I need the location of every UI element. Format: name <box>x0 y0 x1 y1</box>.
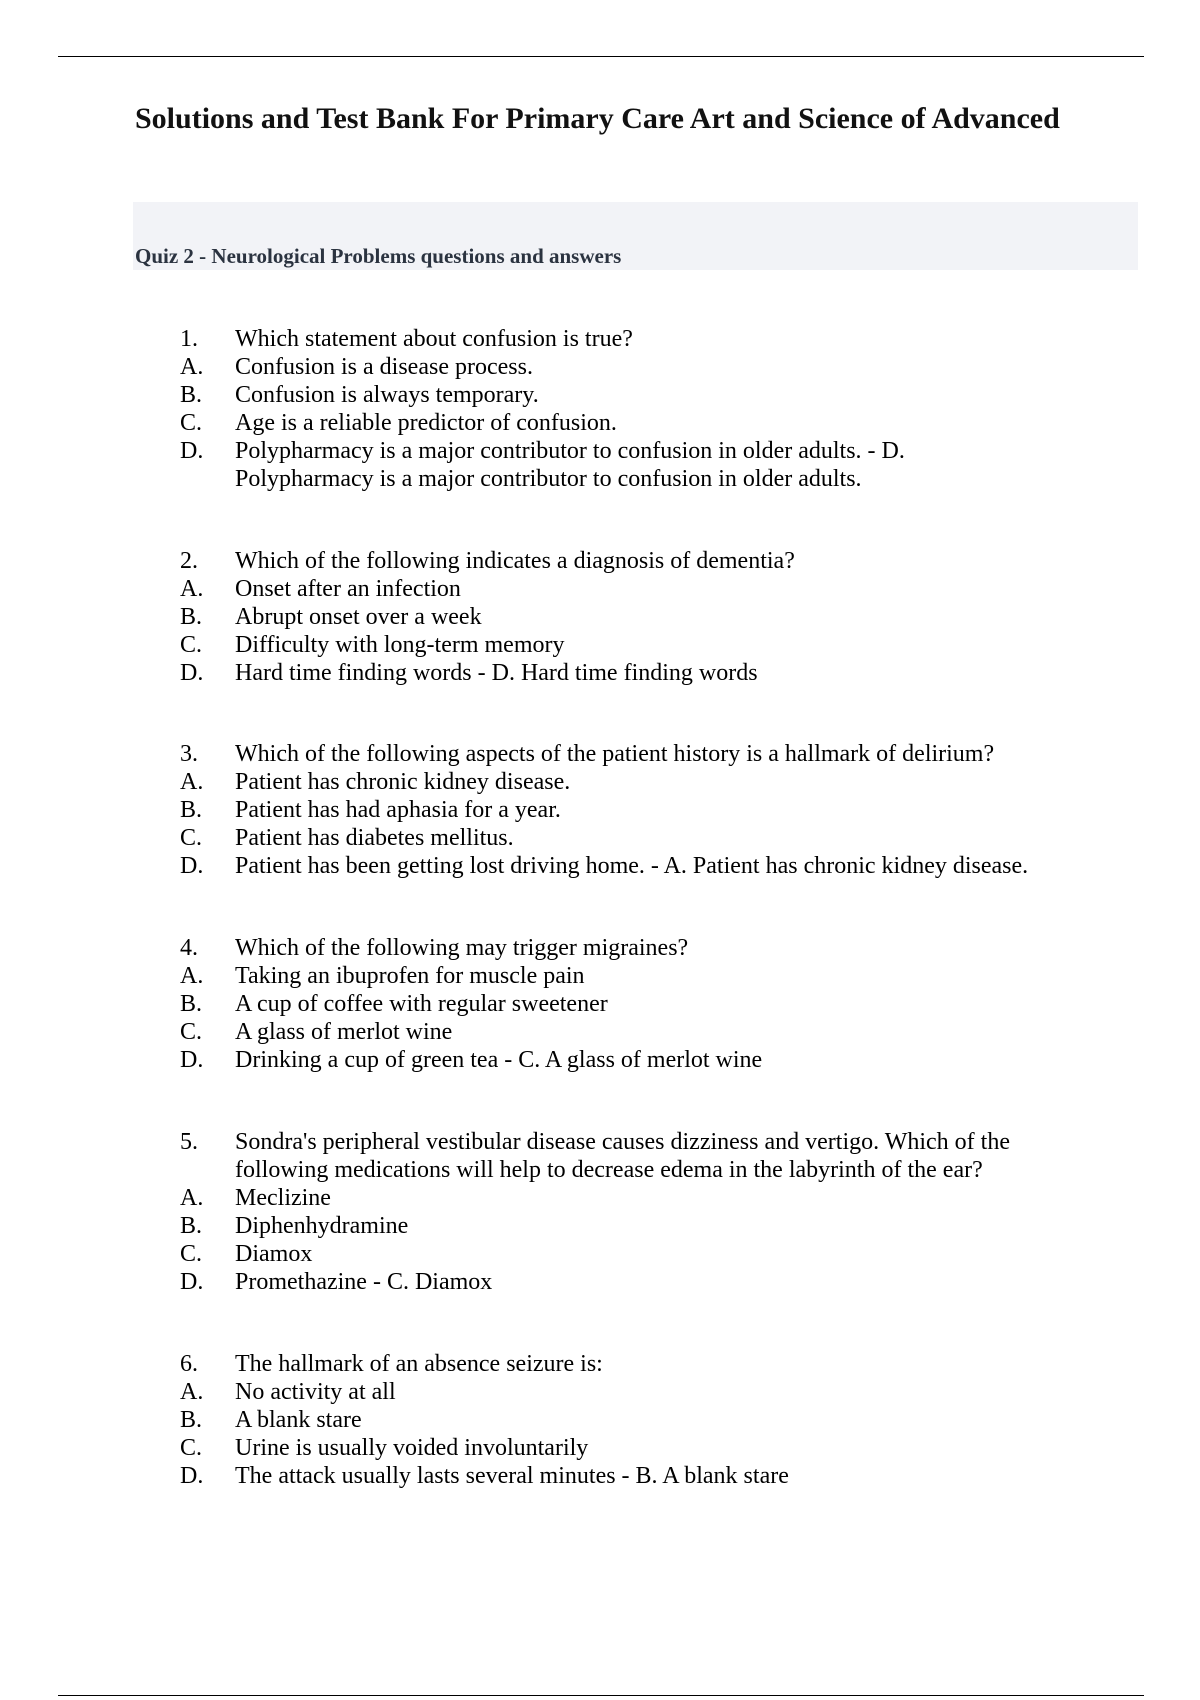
option-text: Drinking a cup of green tea - C. A glass of merlot wine <box>235 1047 763 1073</box>
option-letter: C. <box>180 825 203 851</box>
document-title: Solutions and Test Bank For Primary Care Art and Science of Advanced <box>135 102 1060 135</box>
option-text: Confusion is a disease process. <box>235 354 533 380</box>
question-stem: Which of the following may trigger migraines? <box>235 935 689 961</box>
option-c <box>0 1018 1200 1046</box>
option-letter: D. <box>180 853 204 879</box>
question-stem: The hallmark of an absence seizure is: <box>235 1351 603 1377</box>
header-rule <box>58 56 1144 57</box>
option-b <box>0 990 1200 1018</box>
option-text: Patient has had aphasia for a year. <box>235 797 561 823</box>
option-letter: A. <box>180 576 204 602</box>
option-text: A glass of merlot wine <box>235 1019 453 1045</box>
option-letter: D. <box>180 1269 204 1295</box>
option-text: Onset after an infection <box>235 576 461 602</box>
option-letter: C. <box>180 410 203 436</box>
question-5 <box>0 1128 1200 1296</box>
option-a <box>0 575 1200 603</box>
option-d <box>0 1462 1200 1490</box>
question-number: 5. <box>180 1129 198 1155</box>
option-b <box>0 603 1200 631</box>
quiz-subtitle: Quiz 2 - Neurological Problems questions and answers <box>135 244 622 268</box>
option-a <box>0 353 1200 381</box>
question-number: 1. <box>180 326 198 352</box>
question-stem-line <box>0 1350 1200 1378</box>
option-text: Promethazine - C. Diamox <box>235 1269 493 1295</box>
question-stem: Which of the following indicates a diagnosis of dementia? <box>235 548 795 574</box>
option-c <box>0 409 1200 437</box>
question-number: 3. <box>180 741 198 767</box>
question-number: 4. <box>180 935 198 961</box>
option-a <box>0 1378 1200 1406</box>
option-d <box>0 852 1200 880</box>
question-3 <box>0 740 1200 880</box>
option-c <box>0 1240 1200 1268</box>
option-c <box>0 631 1200 659</box>
option-b <box>0 1212 1200 1240</box>
option-text: A blank stare <box>235 1407 362 1433</box>
option-text: Taking an ibuprofen for muscle pain <box>235 963 585 989</box>
option-letter: D. <box>180 1463 204 1489</box>
option-letter: C. <box>180 1435 203 1461</box>
option-text: Abrupt onset over a week <box>235 604 482 630</box>
option-letter: A. <box>180 1379 204 1405</box>
option-text: Confusion is always temporary. <box>235 382 539 408</box>
option-letter: C. <box>180 1019 203 1045</box>
option-text: Hard time finding words - D. Hard time finding words <box>235 660 758 686</box>
option-letter: B. <box>180 991 203 1017</box>
option-d <box>0 659 1200 687</box>
question-stem: Which statement about confusion is true? <box>235 326 633 352</box>
option-a <box>0 1184 1200 1212</box>
question-stem: Sondra's peripheral vestibular disease causes dizziness and vertigo. Which of the <box>235 1129 1010 1155</box>
question-6 <box>0 1350 1200 1490</box>
option-text: No activity at all <box>235 1379 396 1405</box>
option-letter: D. <box>180 1047 204 1073</box>
option-letter: B. <box>180 382 203 408</box>
option-letter: D. <box>180 438 204 464</box>
question-stem-line <box>0 740 1200 768</box>
question-number: 6. <box>180 1351 198 1377</box>
option-text: Diphenhydramine <box>235 1213 409 1239</box>
question-stem: Which of the following aspects of the patient history is a hallmark of delirium? <box>235 741 995 767</box>
option-b <box>0 796 1200 824</box>
option-letter: A. <box>180 354 204 380</box>
option-letter: C. <box>180 632 203 658</box>
option-letter: B. <box>180 797 203 823</box>
footer-rule <box>58 1695 1144 1696</box>
option-text: Difficulty with long-term memory <box>235 632 565 658</box>
question-stem-line <box>0 934 1200 962</box>
option-b <box>0 381 1200 409</box>
option-d <box>0 437 1200 465</box>
question-1 <box>0 325 1200 493</box>
option-letter: B. <box>180 604 203 630</box>
question-stem-line <box>0 1128 1200 1156</box>
option-letter: B. <box>180 1213 203 1239</box>
question-stem-continued <box>0 1156 1200 1184</box>
question-number: 2. <box>180 548 198 574</box>
question-stem-line <box>0 325 1200 353</box>
option-d <box>0 1046 1200 1074</box>
option-letter: D. <box>180 660 204 686</box>
question-4 <box>0 934 1200 1074</box>
option-letter: B. <box>180 1407 203 1433</box>
option-text: The attack usually lasts several minutes - B. A blank stare <box>235 1463 789 1489</box>
question-stem: following medications will help to decrease edema in the labyrinth of the ear? <box>235 1157 983 1183</box>
option-text: Patient has diabetes mellitus. <box>235 825 514 851</box>
question-2 <box>0 547 1200 687</box>
option-b <box>0 1406 1200 1434</box>
option-text: Patient has been getting lost driving home. - A. Patient has chronic kidney disease. <box>235 853 1029 879</box>
option-text: Patient has chronic kidney disease. <box>235 769 571 795</box>
option-c <box>0 824 1200 852</box>
question-stem-line <box>0 547 1200 575</box>
option-letter: A. <box>180 1185 204 1211</box>
option-d-continued <box>0 465 1200 493</box>
option-c <box>0 1434 1200 1462</box>
option-a <box>0 962 1200 990</box>
option-letter: C. <box>180 1241 203 1267</box>
option-a <box>0 768 1200 796</box>
option-text: Age is a reliable predictor of confusion. <box>235 410 617 436</box>
option-text: Polypharmacy is a major contributor to confusion in older adults. <box>235 466 862 492</box>
option-letter: A. <box>180 963 204 989</box>
option-text: Diamox <box>235 1241 313 1267</box>
option-text: Polypharmacy is a major contributor to confusion in older adults. - D. <box>235 438 905 464</box>
option-d <box>0 1268 1200 1296</box>
option-text: Urine is usually voided involuntarily <box>235 1435 589 1461</box>
option-text: Meclizine <box>235 1185 331 1211</box>
option-text: A cup of coffee with regular sweetener <box>235 991 608 1017</box>
option-letter: A. <box>180 769 204 795</box>
